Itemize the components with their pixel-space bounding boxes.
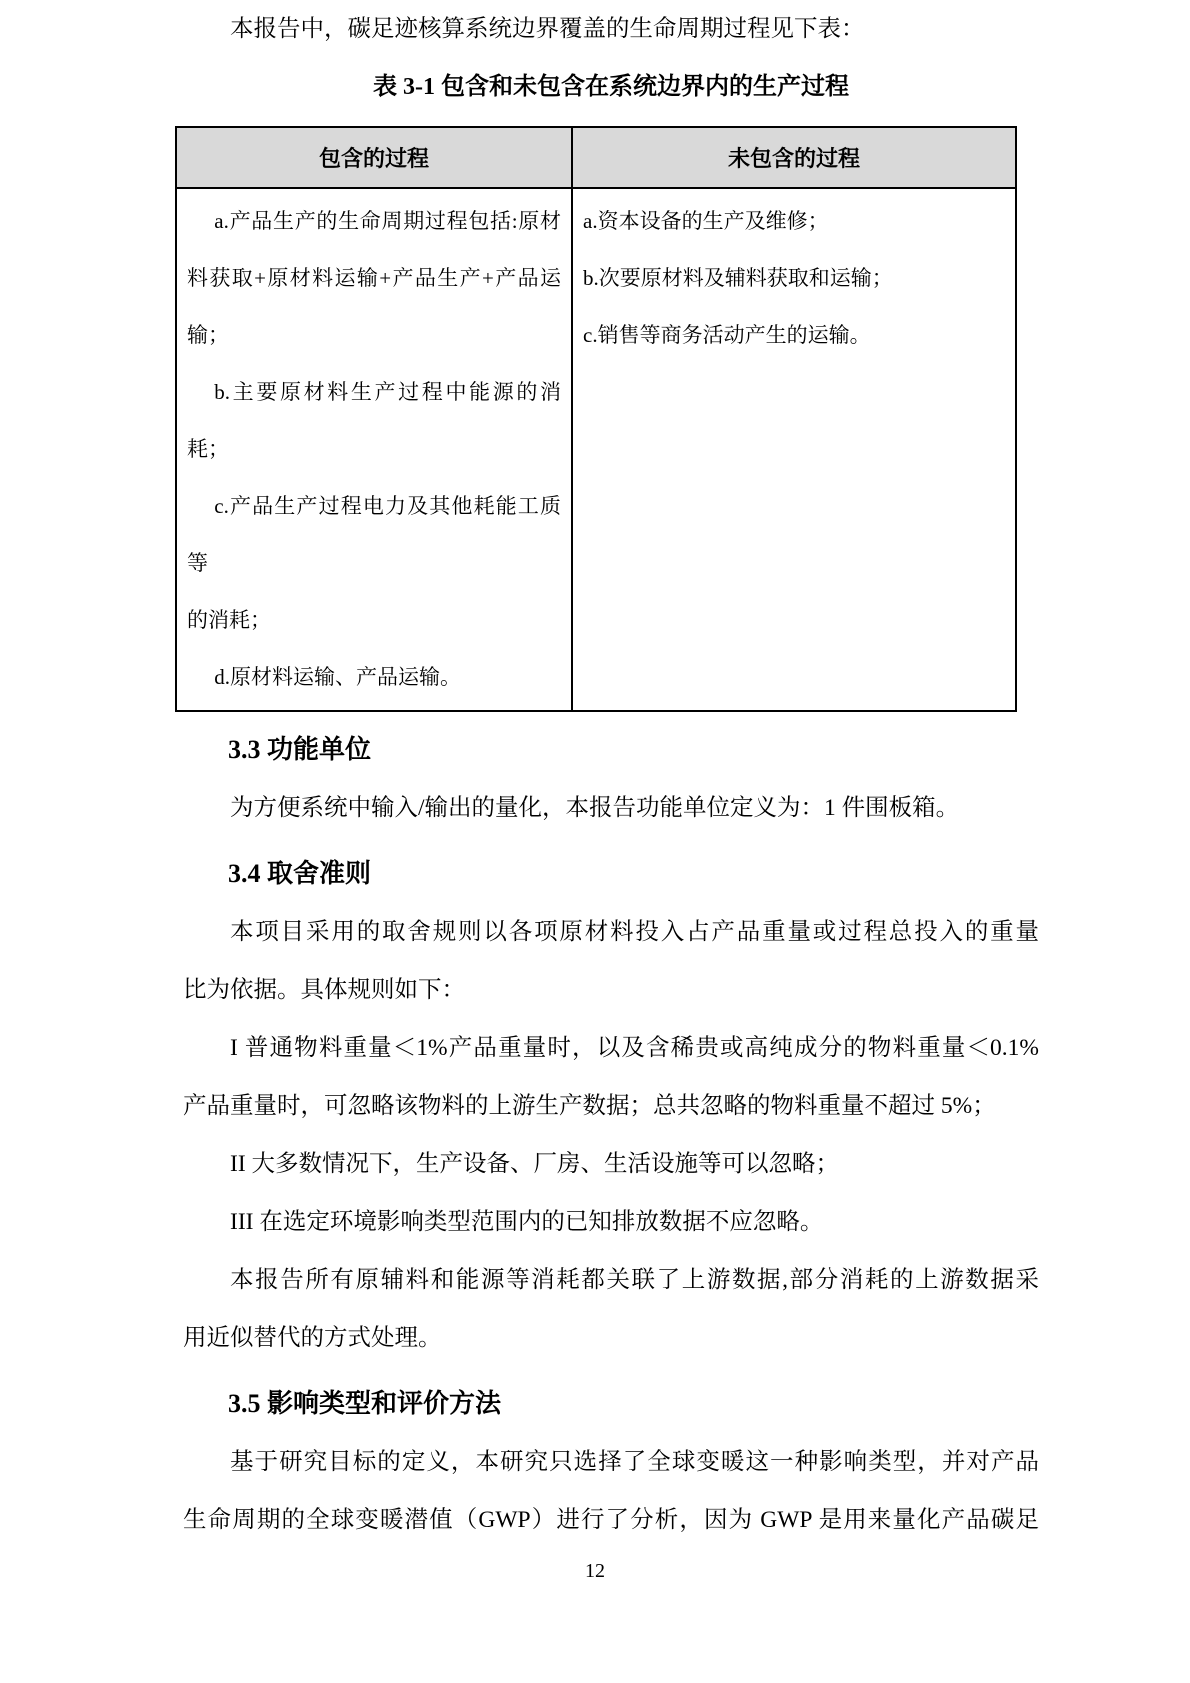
text-line: 本报告所有原辅料和能源等消耗都关联了上游数据,部分消耗的上游数据采 <box>230 1267 1039 1293</box>
section-heading-3-5: 3.5 影响类型和评价方法 <box>228 1389 502 1418</box>
text-line: a.资本设备的生产及维修； <box>583 209 829 233</box>
text-line: b.主要原材料生产过程中能源的消耗； <box>187 380 561 461</box>
text-line: I 普通物料重量＜1%产品重量时，以及含稀贵或高纯成分的物料重量＜0.1% <box>230 1035 1039 1061</box>
text-line: 的消耗； <box>187 608 271 632</box>
text-line: 本项目采用的取舍规则以各项原材料投入占产品重量或过程总投入的重量 <box>230 919 1039 945</box>
section-3-4-rule-2 <box>183 1135 1039 1193</box>
text-line: a.产品生产的生命周期过程包括:原材 <box>214 209 561 233</box>
text-line: c.产品生产过程电力及其他耗能工质等 <box>187 494 561 575</box>
text-line: 基于研究目标的定义，本研究只选择了全球变暖这一种影响类型，并对产品 <box>230 1449 1039 1475</box>
text-line: 本报告中，碳足迹核算系统边界覆盖的生命周期过程见下表： <box>230 16 865 42</box>
table-cell-included-processes <box>176 188 572 711</box>
section-3-5-paragraph-1 <box>183 1433 1039 1549</box>
boundary-table-header-row <box>176 127 1016 188</box>
table-caption: 表 3-1 包含和未包含在系统边界内的生产过程 <box>373 74 849 100</box>
boundary-table <box>175 126 1017 712</box>
section-heading-3-4: 3.4 取舍准则 <box>228 859 372 888</box>
section-heading-3-3: 3.3 功能单位 <box>228 735 372 764</box>
section-3-3-paragraph <box>183 779 1039 837</box>
text-line: c.销售等商务活动产生的运输。 <box>583 323 871 347</box>
text-line: 为方便系统中输入/输出的量化，本报告功能单位定义为：1 件围板箱。 <box>230 795 960 821</box>
table-header-included: 包含的过程 <box>176 127 572 188</box>
text-line: 用近似替代的方式处理。 <box>183 1325 442 1351</box>
text-line: 输； <box>187 323 229 347</box>
boundary-table-body <box>176 188 1016 711</box>
section-3-4-paragraph-1 <box>183 903 1039 1019</box>
page-content <box>183 0 1039 1549</box>
intro-paragraph <box>183 0 1039 58</box>
section-3-4-rule-1 <box>183 1019 1039 1135</box>
page-number: 12 <box>585 1560 605 1582</box>
text-line: d.原材料运输、产品运输。 <box>214 665 462 689</box>
table-cell-excluded-processes <box>572 188 1016 711</box>
text-line: 比为依据。具体规则如下： <box>183 977 465 1003</box>
text-line: III 在选定环境影响类型范围内的已知排放数据不应忽略。 <box>230 1209 824 1235</box>
text-line: 料获取+原材料运输+产品生产+产品运 <box>187 266 561 290</box>
text-line: II 大多数情况下，生产设备、厂房、生活设施等可以忽略； <box>230 1151 840 1177</box>
table-header-excluded: 未包含的过程 <box>572 127 1016 188</box>
text-line: b.次要原材料及辅料获取和运输； <box>583 266 893 290</box>
text-line: 产品重量时，可忽略该物料的上游生产数据；总共忽略的物料重量不超过 5%； <box>183 1093 996 1119</box>
section-3-4-paragraph-2 <box>183 1251 1039 1367</box>
text-line: 生命周期的全球变暖潜值（GWP）进行了分析，因为 GWP 是用来量化产品碳足 <box>183 1507 1039 1533</box>
section-3-4-rule-3 <box>183 1193 1039 1251</box>
